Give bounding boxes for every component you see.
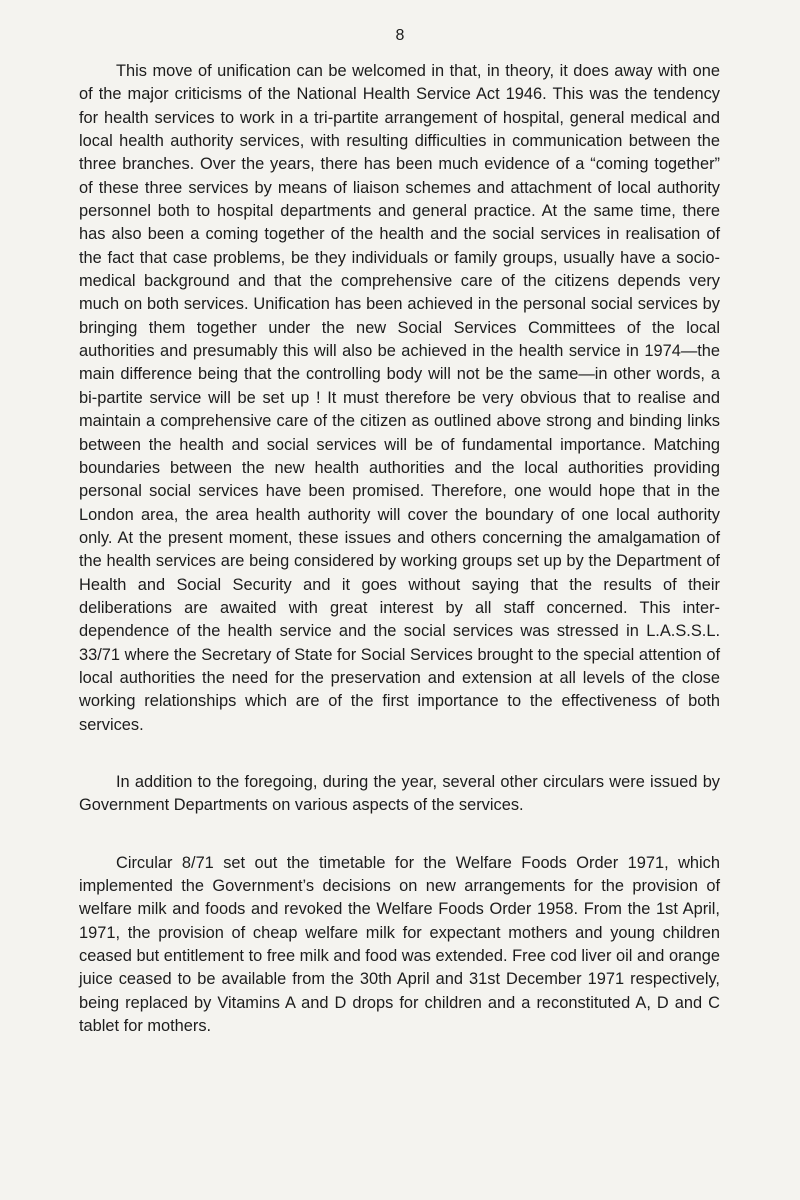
body-text (79, 60, 720, 1038)
paragraph-other-circulars: In addition to the foregoing, during the year, several other circulars were issued by Government Departments on various aspects of the services. (79, 772, 720, 815)
paragraph-unification: This move of unification can be welcomed in that, in theory, it does away with one of the major criticisms of the National Health Service Act 1946. This was the tendency for health services to work in a tri-partite arrangement of hospital, general medical and local health authority services, with resulting difficulties in communication between the three branches. Over the years, there has been much evidence of a “coming together” of these three services by means of liaison schemes and attachment of local authority personnel both to hospital departments and general practice. At the same time, there has also been a coming together of the health and the social services in realisation of the fact that case problems, be they individuals or family groups, usually have a socio-medical background and that the comprehensive care of the citizens depends very much on both services. Unification has been achieved in the personal social services by bringing them together under the new Social Services Committees of the local authorities and presumably this will also be achieved in the health service in 1974—the main difference being that the controlling body will not be the same—in other words, a bi-partite service will be set up ! It must therefore be very obvious that to realise and maintain a comprehensive care of the citizen as outlined above strong and binding links between the health and social services will be of fundamental importance. Matching boundaries between the new health authorities and the local authorities providing personal social services have been promised. Therefore, one would hope that in the London area, the area health authority will cover the boundary of one local authority only. At the present moment, these issues and others concerning the amalgamation of the health services are being considered by working groups set up by the Department of Health and Social Security and it goes without saying that the results of their deliberations are awaited with great interest by all staff concerned. This inter-dependence of the health service and the social services was stressed in L.A.S.S.L. 33/71 where the Secretary of State for Social Services brought to the special attention of local authorities the need for the preservation and extension at all levels of the close working relationships which are of the first importance to the effectiveness of both services. (79, 62, 720, 734)
paragraph-circular-8-71: Circular 8/71 set out the timetable for the Welfare Foods Order 1971, which implemented the Government’s decisions on new arrangements for the provision of welfare milk and foods and revoked the Welfare Foods Order 1958. From the 1st April, 1971, the provision of cheap welfare milk for expectant mothers and young children ceased but entitlement to free milk and food was extended. Free cod liver oil and orange juice ceased to be available from the 30th April and 31st December 1971 respectively, being replaced by Vitamins A and D drops for children and a reconstituted A, D and C tablet for mothers. (79, 853, 720, 1036)
page-number: 8 (395, 27, 405, 44)
